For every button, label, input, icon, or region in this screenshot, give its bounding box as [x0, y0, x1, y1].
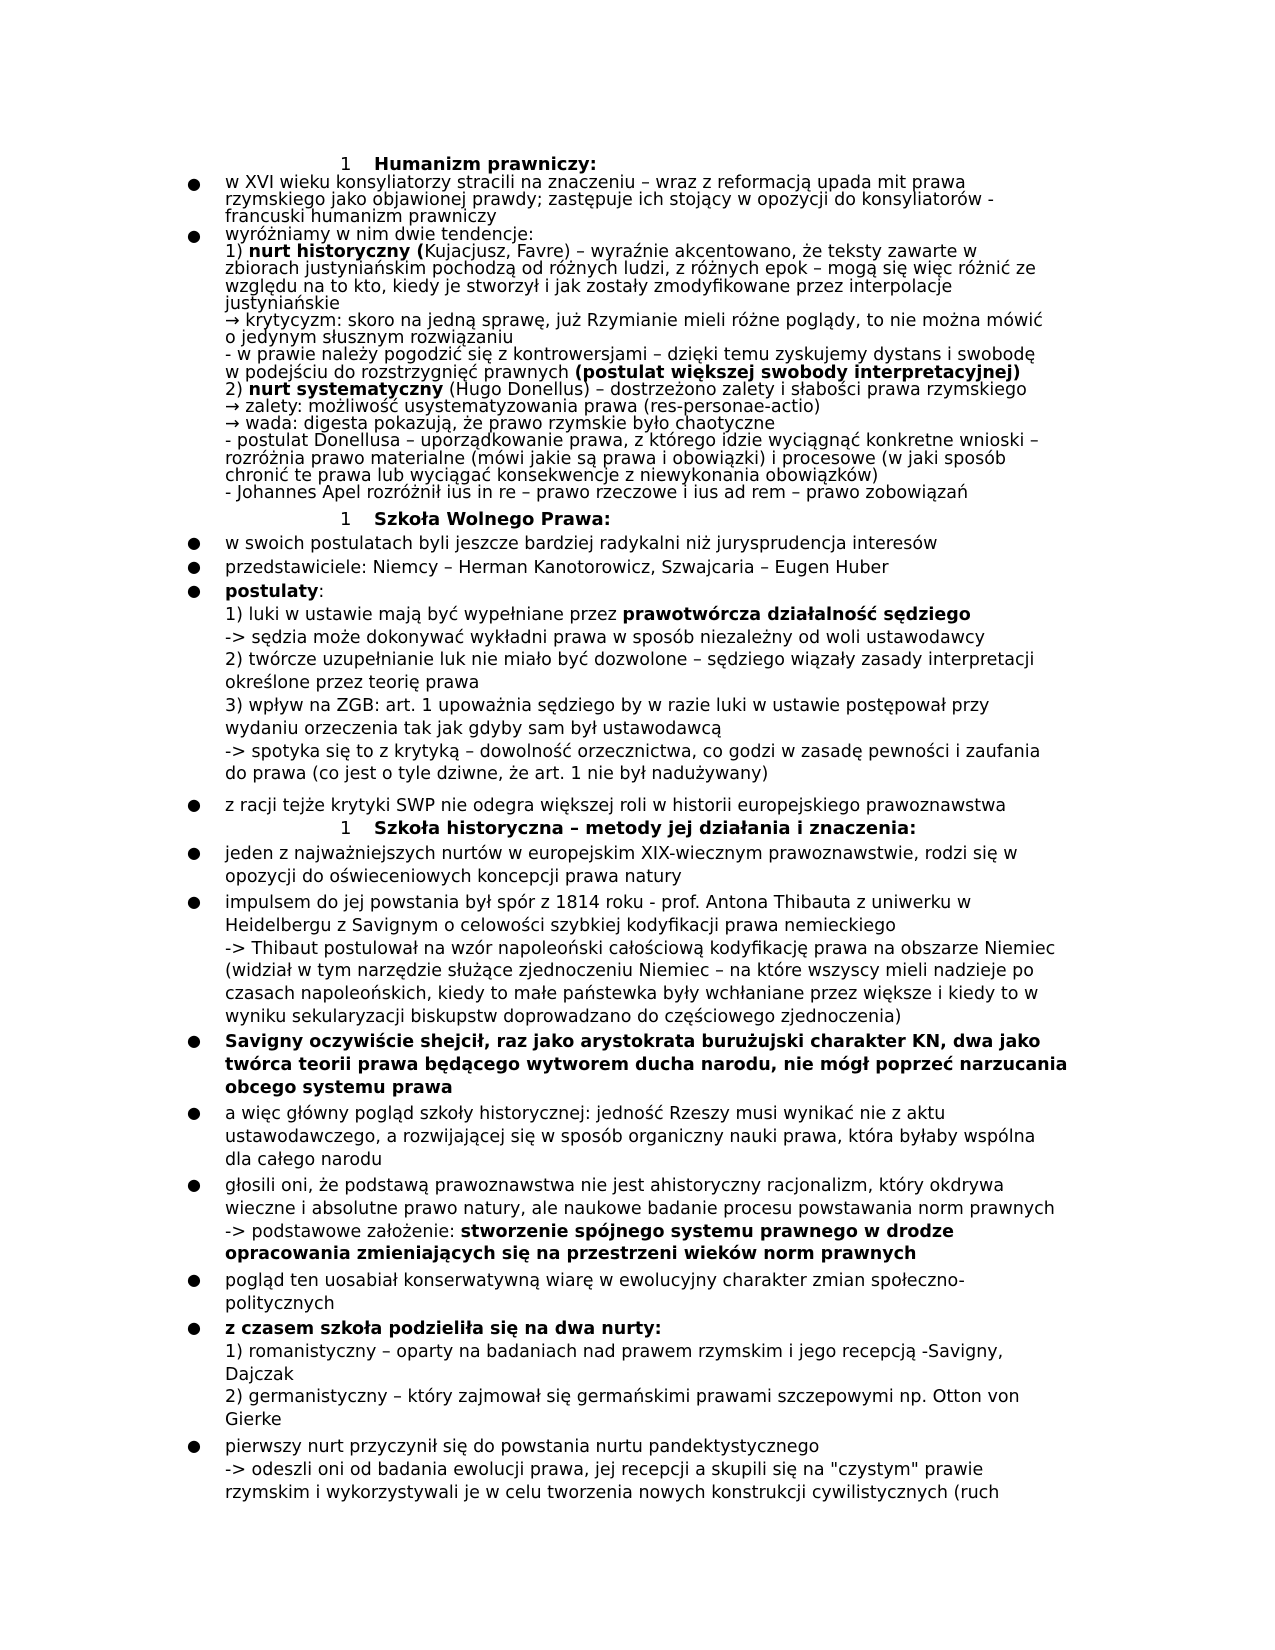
text-line: impulsem do jej powstania był spór z 1814 roku - prof. Antona Thibauta z uniwerku w [225, 893, 972, 913]
text-line: Dajczak [225, 1364, 294, 1385]
list-item [225, 533, 1130, 556]
text-line: - w prawie należy pogodzić się z kontrowersjami – dzięki temu zyskujemy dystans i swobodę [225, 345, 1036, 366]
text-line: - postulat Donellusa – uporządkowanie prawa, z którego idzie wyciągnąć konkretne wnioski – [225, 431, 1039, 452]
list-item [225, 1270, 1130, 1316]
list-item [225, 175, 1130, 227]
list-item [225, 1436, 1130, 1504]
text-line: głosili oni, że podstawą prawoznawstwa nie jest ahistoryczny racjonalizm, który okdrywa [225, 1176, 1005, 1196]
heading-number: 1 [340, 509, 352, 530]
text-line: Savigny oczywiście shejcił, raz jako arystokrata burużujski charakter KN, dwa jako [225, 1032, 1041, 1052]
text-line: (widział w tym narzędzie służące zjednoczeniu Niemiec – na które wszyscy mieli nadzieje po [225, 961, 1034, 982]
text-line: politycznych [225, 1293, 335, 1314]
text-line: 3) wpływ na ZGB: art. 1 upoważnia sędziego by w razie luki w ustawie postępował przy [225, 695, 990, 716]
text-line: → krytycyzm: skoro na jedną sprawę, już Rzymianie mieli różne poglądy, to nie można mówić [225, 311, 1043, 332]
list-item [225, 581, 1130, 786]
list-item [225, 1175, 1130, 1266]
text-line: postulaty: [225, 582, 325, 602]
bullet-icon: ● [187, 557, 201, 576]
bullet-icon: ● [187, 892, 201, 911]
list-item [225, 1318, 1130, 1432]
bullet-icon: ● [187, 795, 201, 814]
text-line: wydaniu orzeczenia tak jak gdyby sam był ustawodawcą [225, 718, 722, 739]
text-line: z czasem szkoła podzieliła się na dwa nurty: [225, 1319, 662, 1339]
text-line: 2) germanistyczny – który zajmował się germańskimi prawami szczepowymi np. Otton von [225, 1387, 1020, 1408]
heading-number: 1 [340, 154, 352, 175]
text-line: zbiorach justyniańskim pochodzą od różnych ludzi, z różnych epok – mogą się więc różnić ze [225, 259, 1036, 280]
bullet-icon: ● [187, 1270, 201, 1289]
bullet-icon: ● [187, 1175, 201, 1194]
text-line: - Johannes Apel rozróżnił ius in re – prawo rzeczowe i ius ad rem – prawo zobowiązań [225, 483, 969, 504]
heading-title: Humanizm prawniczy: [374, 154, 597, 175]
text-line: pierwszy nurt przyczynił się do powstania nurtu pandektystycznego [225, 1437, 820, 1457]
bullet-icon: ● [187, 843, 201, 862]
text-line: -> podstawowe założenie: stworzenie spójnego systemu prawnego w drodze [225, 1221, 954, 1242]
text-line: w swoich postulatach byli jeszcze bardziej radykalni niż jurysprudencja interesów [225, 534, 938, 554]
list-item [225, 843, 1130, 889]
list-item [225, 1031, 1130, 1099]
text-line: → zalety: możliwość usystematyzowania prawa (res-personae-actio) [225, 397, 821, 418]
text-line: wieczne i absolutne prawo natury, ale naukowe badanie procesu powstawania norm prawnych [225, 1198, 1055, 1219]
text-line: w XVI wieku konsyliatorzy stracili na znaczeniu – wraz z reformacją upada mit prawa [225, 173, 966, 193]
bullet-icon: ● [187, 1031, 201, 1050]
heading-title: Szkoła Wolnego Prawa: [374, 509, 611, 530]
bullet-icon: ● [187, 174, 201, 193]
text-line: 2) twórcze uzupełnianie luk nie miało być dozwolone – sędziego wiązały zasady interpretacji [225, 650, 1035, 671]
bullet-icon: ● [187, 533, 201, 552]
list-item [225, 557, 1130, 580]
bullet-icon: ● [187, 1318, 201, 1337]
text-line: do prawa (co jest o tyle dziwne, że art. 1 nie był nadużywany) [225, 764, 769, 785]
text-line: jeden z najważniejszych nurtów w europejskim XIX-wiecznym prawoznawstwie, rodzi się w [225, 844, 1018, 864]
text-line: -> spotyka się to z krytyką – dowolność orzecznictwa, co godzi w zasadę pewności i zaufania [225, 741, 1041, 762]
bullet-icon: ● [187, 1103, 201, 1122]
text-line: -> Thibaut postulował na wzór napoleoński całościową kodyfikację prawa na obszarze Niemiec [225, 938, 1056, 959]
text-line: -> odeszli oni od badania ewolucji prawa, jej recepcji a skupili się na "czystym" prawie [225, 1459, 984, 1480]
list-item [225, 892, 1130, 1029]
list-item [225, 227, 1130, 502]
bullet-icon: ● [187, 581, 201, 600]
text-line: twórca teorii prawa będącego wytworem ducha narodu, nie mógł poprzeć narzucania [225, 1054, 1068, 1075]
bullet-icon: ● [187, 226, 201, 245]
text-line: ustawodawczego, a rozwijającej się w sposób organiczny nauki prawa, która byłaby wspólna [225, 1126, 1036, 1147]
text-line: 1) nurt historyczny (Kujacjusz, Favre) – wyraźnie akcentowano, że teksty zawarte w [225, 242, 978, 263]
text-line: Heidelbergu z Savignym o celowości szybkiej kodyfikacji prawa nemieckiego [225, 915, 896, 936]
text-line: obcego systemu prawa [225, 1077, 453, 1098]
text-line: z racji tejże krytyki SWP nie odegra większej roli w historii europejskiego prawoznawstwa [225, 796, 1007, 816]
text-line: względu na to kto, kiedy je stworzył i jak zostały zmodyfikowane przez interpolacje [225, 276, 953, 297]
text-line: chronić te prawa lub wyciągać konsekwencje z niewykonania obowiązków) [225, 465, 879, 486]
text-line: 1) romanistyczny – oparty na badaniach nad prawem rzymskim i jego recepcją -Savigny, [225, 1341, 1004, 1362]
text-line: o jedynym słusznym rozwiązaniu [225, 328, 514, 349]
text-line: francuski humanizm prawniczy [225, 207, 497, 228]
list-item [225, 1103, 1130, 1171]
text-line: określone przez teorię prawa [225, 673, 480, 694]
text-line: 2) nurt systematyczny (Hugo Donellus) – dostrzeżono zalety i słabości prawa rzymskiego [225, 379, 1027, 400]
text-line: opracowania zmieniających się na przestrzeni wieków norm prawnych [225, 1244, 917, 1265]
text-line: 1) luki w ustawie mają być wypełniane przez prawotwórcza działalność sędziego [225, 604, 971, 625]
text-line: wyniku sekularyzacji biskupstw doprowadzano do częściowego zjednoczenia) [225, 1006, 902, 1027]
text-line: przedstawiciele: Niemcy – Herman Kanotorowicz, Szwajcaria – Eugen Huber [225, 558, 889, 578]
text-line: czasach napoleońskich, kiedy to małe państewka były wchłaniane przez większe i kiedy to w [225, 984, 1039, 1005]
text-line: a więc główny pogląd szkoły historycznej: jedność Rzeszy musi wynikać nie z aktu [225, 1104, 946, 1124]
text-line: Gierke [225, 1410, 282, 1431]
text-line: justyniańskie [225, 293, 340, 314]
text-line: rozróżnia prawo materialne (mówi jakie są prawa i obowiązki) i procesowe (w jaki sposób [225, 448, 1007, 469]
text-line: → wada: digesta pokazują, że prawo rzymskie było chaotyczne [225, 414, 776, 435]
bullet-icon: ● [187, 1436, 201, 1455]
heading-title: Szkoła historyczna – metody jej działania i znaczenia: [374, 818, 917, 839]
text-line: w podejściu do rozstrzygnięć prawnych (postulat większej swobody interpretacyjnej) [225, 362, 1021, 383]
text-line: opozycji do oświeceniowych koncepcji prawa natury [225, 866, 682, 887]
text-line: pogląd ten uosabiał konserwatywną wiarę w ewolucyjny charakter zmian społeczno- [225, 1271, 965, 1291]
text-line: -> sędzia może dokonywać wykładni prawa w sposób niezależny od woli ustawodawcy [225, 627, 985, 648]
text-line: rzymskim i wykorzystywali je w celu tworzenia nowych konstrukcji cywilistycznych (ruch [225, 1482, 1000, 1503]
text-line: dla całego narodu [225, 1149, 383, 1170]
list-item [225, 795, 1130, 818]
text-line: wyróżniamy w nim dwie tendencje: [225, 225, 534, 245]
text-line: rzymskiego jako objawionej prawdy; zastępuje ich stojący w opozycji do konsyliatorów - [225, 190, 994, 211]
heading-number: 1 [340, 818, 352, 839]
